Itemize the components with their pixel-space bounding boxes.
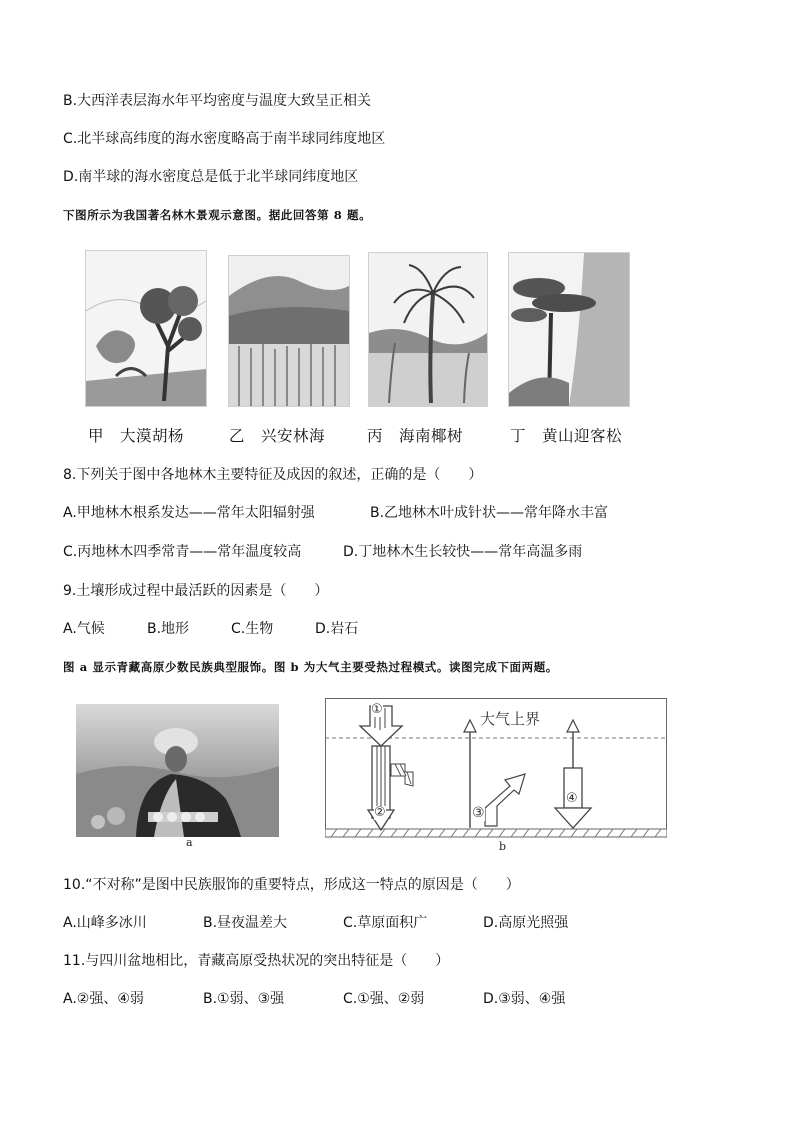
prev-option-c: C.北半球高纬度的海水密度略高于南半球同纬度地区 [63,131,386,147]
prev-option-d: D.南半球的海水密度总是低于北半球同纬度地区 [63,169,359,185]
figure-a-costume-photo [76,704,279,837]
caption-ding: 丁 黄山迎客松 [510,427,623,445]
q9-option-c: C.生物 [231,621,274,637]
question-9: 9.土壤形成过程中最活跃的因素是（ ） [63,583,329,599]
q11-option-b: B.①弱、③强 [203,991,285,1007]
marker-1: ① [371,702,383,717]
q9-option-b: B.地形 [147,621,190,637]
caption-yi: 乙 兴安林海 [229,427,326,445]
q9-option-d: D.岩石 [315,621,359,637]
q8-option-b: B.乙地林木叶成针状——常年降水丰富 [370,505,609,521]
figure-b-diagram [325,698,667,838]
marker-2: ② [374,805,386,820]
photo-hainan-palm [368,252,488,407]
caption-bing: 丙 海南椰树 [367,427,464,445]
marker-4: ④ [566,791,578,806]
figure-b-top-text: 大气上界 [480,710,541,728]
caption-jia: 甲 大漠胡杨 [88,427,185,445]
q11-option-a: A.②强、④弱 [63,991,144,1007]
q10-option-d: D.高原光照强 [483,915,569,931]
prev-option-b: B.大西洋表层海水年平均密度与温度大致呈正相关 [63,93,372,109]
intro-q10-11: 图 a 显示青藏高原少数民族典型服饰。图 b 为大气主要受热过程模式。读图完成下面两题。 [63,660,558,674]
question-11: 11.与四川盆地相比，青藏高原受热状况的突出特征是（ ） [63,953,450,969]
q10-option-c: C.草原面积广 [343,915,428,931]
figure-a-label: a [186,836,193,849]
q9-option-a: A.气候 [63,621,105,637]
photo-desert-poplar [85,250,207,407]
photo-xingan-forest [228,255,350,407]
photo-huangshan-pine [508,252,630,407]
q8-option-a: A.甲地林木根系发达——常年太阳辐射强 [63,505,315,521]
figure-b-label: b [499,840,507,853]
q10-option-a: A.山峰多冰川 [63,915,147,931]
q8-option-c: C.丙地林木四季常青——常年温度较高 [63,544,302,560]
question-10: 10.“不对称”是图中民族服饰的重要特点，形成这一特点的原因是（ ） [63,877,520,893]
intro-q8: 下图所示为我国著名林木景观示意图。据此回答第 8 题。 [63,208,372,222]
q10-option-b: B.昼夜温差大 [203,915,288,931]
q11-option-c: C.①强、②弱 [343,991,425,1007]
q11-option-d: D.③弱、④强 [483,991,566,1007]
q8-option-d: D.丁地林木生长较快——常年高温多雨 [343,544,583,560]
marker-3: ③ [472,805,485,821]
question-8: 8.下列关于图中各地林木主要特征及成因的叙述，正确的是（ ） [63,467,483,483]
